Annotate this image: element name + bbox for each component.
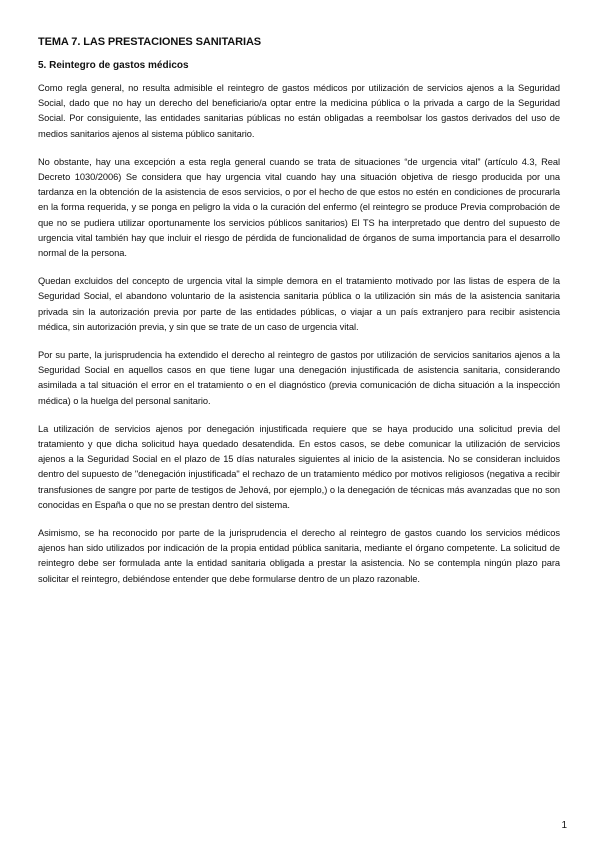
document-title: TEMA 7. LAS PRESTACIONES SANITARIAS <box>38 36 262 48</box>
paragraph-4: Por su parte, la jurisprudencia ha extendido el derecho al reintegro de gastos por utilización de servicios sanitarios ajenos a la Seguridad Social en aquellos casos en que tiene lugar una denegación injustificada de asistencia sanitaria, considerando asimilada a tal situación el error en el tratamiento o en el diagnóstico (previa comunicación de dicha situación a la inspección médica) o la huelga del personal sanitario. <box>38 350 560 406</box>
paragraph-3: Quedan excluidos del concepto de urgencia vital la simple demora en el tratamiento motivado por las listas de espera de la Seguridad Social, el abandono voluntario de la asistencia sanitaria pública o la utilización sin más de la asistencia sanitaria privada sin la autorización previa por parte de las entidades públicas, o viajar a un país extranjero para recibir asistencia médica, sin autorización previa, y sin que se trate de un caso de urgencia vital. <box>38 276 560 332</box>
page-number: 1 <box>561 820 567 831</box>
paragraph-5: La utilización de servicios ajenos por denegación injustificada requiere que se haya producido una solicitud previa del tratamiento y que dicha solicitud haya quedado desatendida. En estos casos, se debe comunicar la utilización de servicios ajenos a la Seguridad Social en el plazo de 15 días naturales siguientes al inicio de la asistencia. No se consideran incluidos dentro del supuesto de "denegación injustificada" el rechazo de un tratamiento médico por motivos religiosos (negativa a recibir transfusiones de sangre por parte de testigos de Jehová, por ejemplo,) o la denegación de técnicas más avanzadas que no son conocidas en España o que no se prestan dentro del sistema. <box>38 423 560 510</box>
document-page <box>38 36 560 600</box>
paragraph-6: Asimismo, se ha reconocido por parte de la jurisprudencia el derecho al reintegro de gastos cuando los servicios médicos ajenos han sido utilizados por indicación de la propia entidad pública sanitaria, mediante el órgano competente. La solicitud de reintegro debe ser formulada ante la entidad sanitaria obligada a prestar la asistencia. No se contempla ningún plazo para solicitar el reintegro, debiéndose entender que debe formularse dentro de un plazo razonable. <box>38 528 560 584</box>
paragraph-1: Como regla general, no resulta admisible el reintegro de gastos médicos por utilización de servicios ajenos a la Seguridad Social, dado que no hay un derecho del beneficiario/a optar entre la medicina pública o la privada a cargo de la Seguridad Social. Por consiguiente, las entidades sanitarias públicas no están obligadas a reembolsar los gastos derivados del uso de medios sanitarios ajenos al sistema público sanitario. <box>38 83 560 139</box>
paragraph-2: No obstante, hay una excepción a esta regla general cuando se trata de situaciones “de urgencia vital” (artículo 4.3, Real Decreto 1030/2006) Se considera que hay urgencia vital cuando hay una situación objetiva de riesgo producida por una tardanza en la obtención de la asistencia de esos servicios, o por el hecho de que estos no estén en condiciones de procurarla en la forma requerida, y se ponga en peligro la vida o la curación del enfermo (el reintegro se produce Previa comprobación de que no se pudiera utilizar oportunamente los servicios públicos sanitarios) El TS ha interpretado que dentro del supuesto de urgencia vital también hay que incluir el riesgo de pérdida de funcionalidad de órganos de suma importancia para el desarrollo normal de la persona. <box>38 156 560 259</box>
section-heading: 5. Reintegro de gastos médicos <box>38 60 189 71</box>
